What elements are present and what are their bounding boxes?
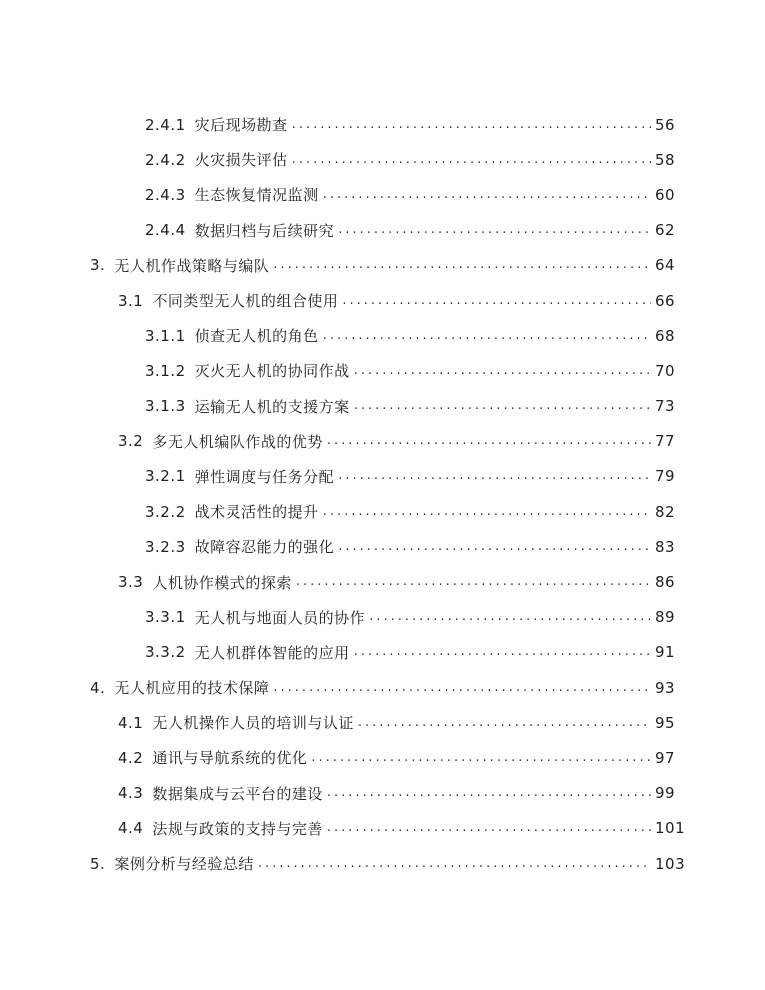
toc-entry[interactable] xyxy=(0,705,765,740)
dot-leader xyxy=(292,116,651,134)
toc-entry-page-number: 101 xyxy=(655,819,686,838)
dot-leader xyxy=(369,608,651,626)
toc-entry-title: 人机协作模式的探索 xyxy=(152,573,292,592)
toc-entry-title: 火灾损失评估 xyxy=(194,151,288,170)
toc-entry-page-number: 99 xyxy=(655,784,676,803)
toc-entry-page-number: 95 xyxy=(655,713,676,732)
dot-leader xyxy=(354,397,651,415)
toc-entry[interactable] xyxy=(0,142,765,177)
toc-entry-title: 侦查无人机的角色 xyxy=(194,327,319,346)
toc-entry-number: 2.4.4 xyxy=(145,221,186,240)
toc-entry-number: 5. xyxy=(90,854,106,873)
dot-leader xyxy=(358,714,651,732)
toc-entry-number: 4. xyxy=(90,678,106,697)
toc-entry-page-number: 89 xyxy=(655,608,676,627)
table-of-contents xyxy=(0,107,765,881)
toc-entry-number: 3.1.3 xyxy=(145,397,186,416)
toc-entry-page-number: 62 xyxy=(655,221,676,240)
toc-entry-page-number: 93 xyxy=(655,678,676,697)
toc-entry[interactable] xyxy=(0,670,765,705)
toc-entry[interactable] xyxy=(0,213,765,248)
toc-entry-page-number: 70 xyxy=(655,361,676,380)
toc-entry[interactable] xyxy=(0,600,765,635)
toc-entry-page-number: 86 xyxy=(655,573,676,592)
toc-entry-number: 3.1.1 xyxy=(145,326,186,345)
dot-leader xyxy=(296,573,651,591)
toc-entry-number: 4.1 xyxy=(118,713,144,732)
toc-entry-title: 不同类型无人机的组合使用 xyxy=(152,292,339,311)
toc-entry-title: 无人机应用的技术保障 xyxy=(114,679,270,698)
toc-entry-number: 3.3.1 xyxy=(145,608,186,627)
toc-entry-title: 法规与政策的支持与完善 xyxy=(152,819,323,838)
toc-entry-number: 2.4.2 xyxy=(145,150,186,169)
toc-entry-title: 多无人机编队作战的优势 xyxy=(152,432,323,451)
toc-entry-number: 4.4 xyxy=(118,819,144,838)
dot-leader xyxy=(323,503,651,521)
toc-entry-title: 弹性调度与任务分配 xyxy=(194,467,335,486)
toc-entry-title: 生态恢复情况监测 xyxy=(194,186,319,205)
toc-entry-page-number: 77 xyxy=(655,432,676,451)
dot-leader xyxy=(273,679,651,697)
toc-entry[interactable] xyxy=(0,740,765,775)
toc-entry-number: 3. xyxy=(90,256,106,275)
toc-entry-page-number: 60 xyxy=(655,185,676,204)
toc-entry[interactable] xyxy=(0,811,765,846)
toc-entry-number: 3.3 xyxy=(118,573,144,592)
toc-entry[interactable] xyxy=(0,177,765,212)
dot-leader xyxy=(258,855,651,873)
dot-leader xyxy=(323,327,651,345)
dot-leader xyxy=(354,643,651,661)
toc-entry[interactable] xyxy=(0,248,765,283)
toc-entry-number: 3.3.2 xyxy=(145,643,186,662)
toc-entry-number: 4.3 xyxy=(118,784,144,803)
toc-entry[interactable] xyxy=(0,283,765,318)
toc-entry[interactable] xyxy=(0,776,765,811)
toc-entry[interactable] xyxy=(0,529,765,564)
toc-entry-title: 无人机与地面人员的协作 xyxy=(194,608,366,627)
toc-entry-title: 无人机群体智能的应用 xyxy=(194,643,350,662)
toc-entry[interactable] xyxy=(0,107,765,142)
toc-entry[interactable] xyxy=(0,389,765,424)
toc-entry-number: 3.2.3 xyxy=(145,537,186,556)
toc-entry-page-number: 79 xyxy=(655,467,676,486)
toc-entry-page-number: 58 xyxy=(655,150,676,169)
toc-entry-title: 数据归档与后续研究 xyxy=(194,221,335,240)
toc-entry-page-number: 66 xyxy=(655,291,676,310)
dot-leader xyxy=(327,784,651,802)
dot-leader xyxy=(354,362,651,380)
toc-entry-title: 无人机操作人员的培训与认证 xyxy=(152,714,354,733)
toc-entry-page-number: 64 xyxy=(655,256,676,275)
toc-entry-page-number: 103 xyxy=(655,854,686,873)
toc-entry[interactable] xyxy=(0,846,765,881)
toc-entry-number: 3.2.1 xyxy=(145,467,186,486)
toc-entry-page-number: 83 xyxy=(655,537,676,556)
toc-entry-number: 4.2 xyxy=(118,748,144,767)
dot-leader xyxy=(342,292,651,310)
toc-entry-title: 案例分析与经验总结 xyxy=(114,855,254,874)
toc-entry[interactable] xyxy=(0,635,765,670)
dot-leader xyxy=(327,819,651,837)
toc-entry-number: 3.2.2 xyxy=(145,502,186,521)
dot-leader xyxy=(273,256,651,274)
toc-entry-title: 战术灵活性的提升 xyxy=(194,503,319,522)
toc-entry[interactable] xyxy=(0,494,765,529)
toc-entry-title: 灾后现场勘查 xyxy=(194,116,288,135)
toc-entry-number: 3.1 xyxy=(118,291,144,310)
toc-entry-number: 3.1.2 xyxy=(145,361,186,380)
toc-entry-title: 通讯与导航系统的优化 xyxy=(152,749,308,768)
toc-entry-page-number: 91 xyxy=(655,643,676,662)
toc-entry-number: 2.4.3 xyxy=(145,185,186,204)
toc-entry[interactable] xyxy=(0,564,765,599)
toc-entry[interactable] xyxy=(0,318,765,353)
toc-entry-page-number: 56 xyxy=(655,115,676,134)
toc-entry-title: 数据集成与云平台的建设 xyxy=(152,784,323,803)
toc-entry[interactable] xyxy=(0,424,765,459)
toc-entry[interactable] xyxy=(0,353,765,388)
toc-entry-title: 无人机作战策略与编队 xyxy=(114,256,270,275)
dot-leader xyxy=(338,467,651,485)
toc-entry[interactable] xyxy=(0,459,765,494)
toc-entry-page-number: 82 xyxy=(655,502,676,521)
dot-leader xyxy=(338,538,651,556)
toc-entry-page-number: 73 xyxy=(655,397,676,416)
dot-leader xyxy=(338,221,651,239)
dot-leader xyxy=(327,432,651,450)
toc-entry-page-number: 97 xyxy=(655,748,676,767)
dot-leader xyxy=(323,186,651,204)
dot-leader xyxy=(292,151,651,169)
toc-entry-number: 2.4.1 xyxy=(145,115,186,134)
toc-entry-title: 故障容忍能力的强化 xyxy=(194,538,335,557)
toc-entry-title: 灭火无人机的协同作战 xyxy=(194,362,350,381)
toc-entry-title: 运输无人机的支援方案 xyxy=(194,397,350,416)
toc-entry-page-number: 68 xyxy=(655,326,676,345)
dot-leader xyxy=(311,749,651,767)
toc-entry-number: 3.2 xyxy=(118,432,144,451)
